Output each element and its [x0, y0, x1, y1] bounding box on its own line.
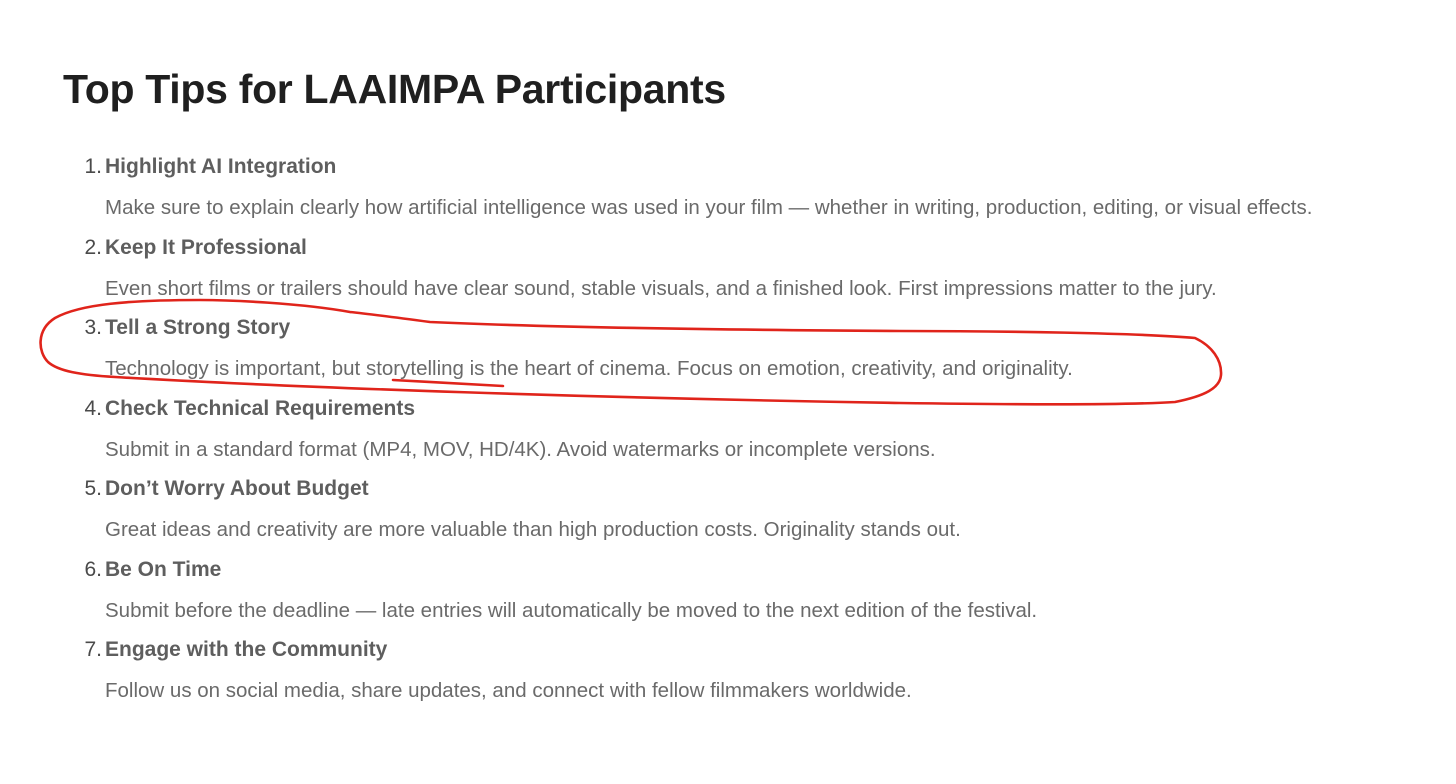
item-description: Make sure to explain clearly how artificial intelligence was used in your film — whether in writing, production, editing, or visual effects. [105, 196, 1313, 219]
item-description: Submit in a standard format (MP4, MOV, HD/4K). Avoid watermarks or incomplete versions. [105, 437, 936, 461]
item-description: Submit before the deadline — late entries will automatically be moved to the next edition of the festival. [105, 598, 1038, 622]
item-heading: Highlight AI Integration [105, 155, 337, 178]
item-heading: Tell a Strong Story [105, 316, 291, 339]
item-description: Follow us on social media, share updates, and connect with fellow filmmakers worldwide. [105, 679, 912, 702]
item-heading: Check Technical Requirements [105, 396, 416, 420]
list-item [0, 150, 1456, 231]
page-title: Top Tips for LAAIMPA Participants [63, 66, 726, 112]
item-heading: Be On Time [105, 557, 222, 581]
item-heading: Engage with the Community [105, 638, 388, 661]
item-number: 5. [84, 477, 102, 500]
item-heading: Keep It Professional [105, 235, 307, 259]
item-description: Great ideas and creativity are more valuable than high production costs. Originality stands out. [105, 518, 961, 541]
item-heading: Don’t Worry About Budget [105, 477, 369, 500]
list-item [0, 633, 1456, 714]
item-number: 1. [84, 155, 102, 178]
tips-list [0, 150, 1456, 714]
item-description: Even short films or trailers should have clear sound, stable visuals, and a finished look. First impressions matter to the jury. [105, 276, 1217, 300]
list-item [0, 392, 1456, 473]
item-number: 7. [84, 638, 102, 661]
item-number: 3. [84, 316, 102, 339]
list-item [0, 311, 1456, 392]
list-item [0, 472, 1456, 553]
list-item [0, 231, 1456, 312]
item-number: 6. [84, 557, 102, 581]
item-description: Technology is important, but storytelling is the heart of cinema. Focus on emotion, creativity, and originality. [105, 357, 1073, 380]
list-item [0, 553, 1456, 634]
item-number: 4. [84, 396, 102, 420]
item-number: 2. [84, 235, 102, 259]
